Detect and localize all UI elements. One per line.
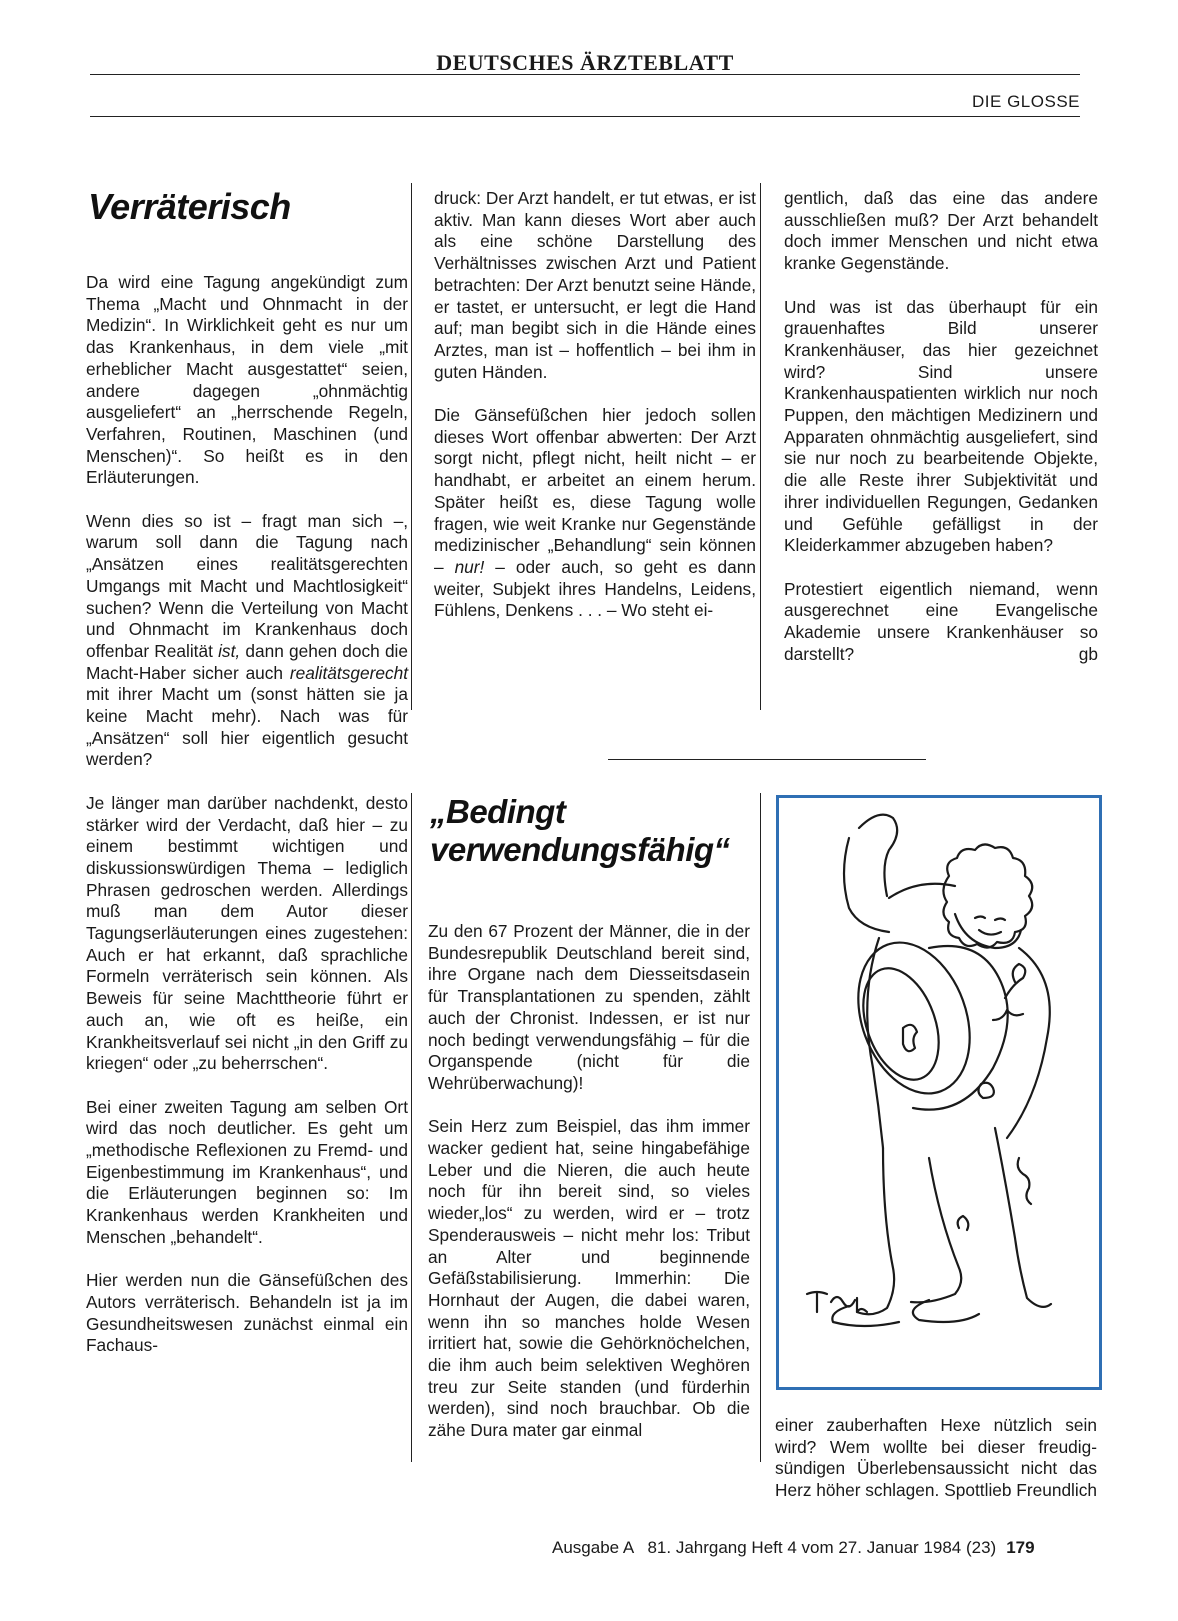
paragraph: Protestiert eigentlich niemand, wenn ausgerechnet eine Evangelische Akademie unsere Krankenhäuser so darstellt? gb xyxy=(784,578,1098,664)
section-rule xyxy=(90,116,1080,117)
column-divider xyxy=(760,793,761,1462)
cartoon-illustration xyxy=(776,795,1102,1390)
article1-column-2 xyxy=(434,188,756,644)
paragraph: Hier werden nun die Gänsefüßchen des Autors verräterisch. Behandeln ist ja im Gesundheitswesen zunächst einmal ein Fachaus- xyxy=(86,1270,408,1356)
masthead-rule xyxy=(90,74,1080,75)
masthead: DEUTSCHES ÄRZTEBLATT xyxy=(436,50,734,75)
paragraph: Und was ist das überhaupt für ein grauenhaftes Bild unserer Krankenhäuser, das hier gezeichnet wird? Sind unsere Krankenhauspatienten wirklich nur noch Puppen, den mächtigen Medizinern und Apparaten ohnmächtig ausgeliefert, sind sie nur noch zu bearbeitende Objekte, die alle Reste ihrer Subjektivität und ihrer individuellen Regungen, Gedanken und Gefühle gefälligst in der Kleiderkammer abzugeben haben? xyxy=(784,296,1098,556)
article-title-bedingt-verwendungsfaehig: „Bedingt verwendungsfähig“ xyxy=(430,793,730,868)
cartoon-man-carrying-drum-icon xyxy=(779,798,1099,1387)
article2-column-2 xyxy=(428,921,750,1464)
page-footer xyxy=(552,1538,1035,1558)
issue-info: Ausgabe A 81. Jahrgang Heft 4 vom 27. Januar 1984 (23) xyxy=(552,1538,997,1557)
paragraph: Bei einer zweiten Tagung am selben Ort wird das noch deutlicher. Es geht um „methodische Reflexionen zu Fremd- und Eigenbestimmung im Krankenhaus“, und die Erläuterungen beginnen so: Im Krankenhaus werden Krankheiten und Menschen „behandelt“. xyxy=(86,1096,408,1247)
paragraph: Zu den 67 Prozent der Männer, die in der Bundesrepublik Deutschland bereit sind, ihre Organe nach dem Diesseitsdasein für Transplantationen zu spenden, zählt auch der Chronist. Indessen, er ist nur noch bedingt verwendungsfähig – für die Organspende (nicht für die Wehrüberwachung)! xyxy=(428,921,750,1093)
section-label: DIE GLOSSE xyxy=(972,92,1080,111)
paragraph: gentlich, daß das eine das andere ausschließen muß? Der Arzt behandelt doch immer Menschen und nicht etwa kranke Gegenstände. xyxy=(784,188,1098,274)
paragraph: Je länger man darüber nachdenkt, desto stärker wird der Verdacht, daß hier – zu einem bestimmt wichtigen und diskussionswürdigen Thema – lediglich Phrasen gedroschen werden. Allerdings muß man dem Autor dieser Tagungserläuterungen eines zugestehen: Auch er hat erkannt, daß sprachliche Formeln verräterisch sein können. Als Beweis für seine Machttheorie führt er auch an, wie oft es heiße, ein Krankheitsverlauf sei nicht „in den Griff zu kriegen“ oder „zu beherrschen“. xyxy=(86,792,408,1074)
paragraph: Sein Herz zum Beispiel, das ihm immer wacker gedient hat, seine hingabefähige Leber und die Nieren, die auch heute noch für ihn bereit sind, so vieles wieder„los“ zu werden, wird er – trotz Spenderausweis – nicht mehr los: Tribut an Alter und beginnende Gefäßstabilisierung. Immerhin: Die Hornhaut der Augen, die dabei waren, wenn ihn so manches holde Wesen irritiert hat, sowie die Gehörknöchelchen, die ihm auch beim selektiven Weghören treu zur Seite standen (und fürderhin werden), sind noch brauchbar. Ob die zähe Dura mater gar einmal xyxy=(428,1116,750,1441)
article-title-verraeterisch: Verräterisch xyxy=(88,186,291,227)
paragraph: Wenn dies so ist – fragt man sich –, warum soll dann die Tagung nach „Ansätzen eines realitätsgerechten Umgangs mit Macht und Machtlosigkeit“ suchen? Wenn die Verteilung von Macht und Ohnmacht im Krankenhaus doch offenbar Realität ist, dann gehen doch die Macht-Haber sicher auch realitätsgerecht mit ihrer Macht um (sonst hätten sie ja keine Macht mehr). Nach was für „Ansätzen“ soll hier eigentlich gesucht werden? xyxy=(86,510,408,770)
signature-spottlieb-freundlich: Spottlieb Freundlich xyxy=(944,1480,1097,1501)
signature-gb: gb xyxy=(1078,643,1098,664)
article2-column-3 xyxy=(775,1415,1097,1524)
paragraph: Da wird eine Tagung angekündigt zum Thema „Macht und Ohnmacht in der Medizin“. In Wirklichkeit geht es nur um das Krankenhaus, in dem viele „mit erheblicher Macht ausgestattet“ seien, andere dagegen „ohnmächtig ausgeliefert“ an „herrschende Regeln, Verfahren, Routinen, Maschinen (und Menschen)“. So heißt es in den Erläuterungen. xyxy=(86,272,408,488)
paragraph: Die Gänsefüßchen hier jedoch sollen dieses Wort offenbar abwerten: Der Arzt sorgt nicht, pflegt nicht, heilt nicht – er handhabt, er arbeitet an einem herum. Später heißt es, diese Tagung wolle fragen, wie weit Kranke nur Gegenstände medizinischer „Behandlung“ sein können – nur! – oder auch, so geht es dann weiter, Subjekt ihres Handelns, Leidens, Fühlens, Denkens . . . – Wo steht ei- xyxy=(434,405,756,621)
article1-column-3 xyxy=(784,188,1098,687)
article-separator xyxy=(608,759,926,760)
paragraph: einer zauberhaften Hexe nützlich sein wird? Wem wollte bei dieser freudig-sündigen Überlebensaussicht nicht das Herz höher schlagen. Spottlieb Freundlich xyxy=(775,1415,1097,1501)
page-number: 179 xyxy=(1006,1538,1035,1557)
paragraph: druck: Der Arzt handelt, er tut etwas, er ist aktiv. Man kann dieses Wort aber auch als eine schöne Darstellung des Verhältnisses zwischen Arzt und Patient betrachten: Der Arzt benutzt seine Hände, er tastet, er untersucht, er legt die Hand auf; man begibt sich in die Hände eines Arztes, man ist – hoffentlich – bei ihm in guten Händen. xyxy=(434,188,756,382)
column-divider xyxy=(411,183,412,710)
column-divider xyxy=(760,183,761,710)
article1-column-1 xyxy=(86,272,408,1379)
column-divider xyxy=(411,793,412,1462)
